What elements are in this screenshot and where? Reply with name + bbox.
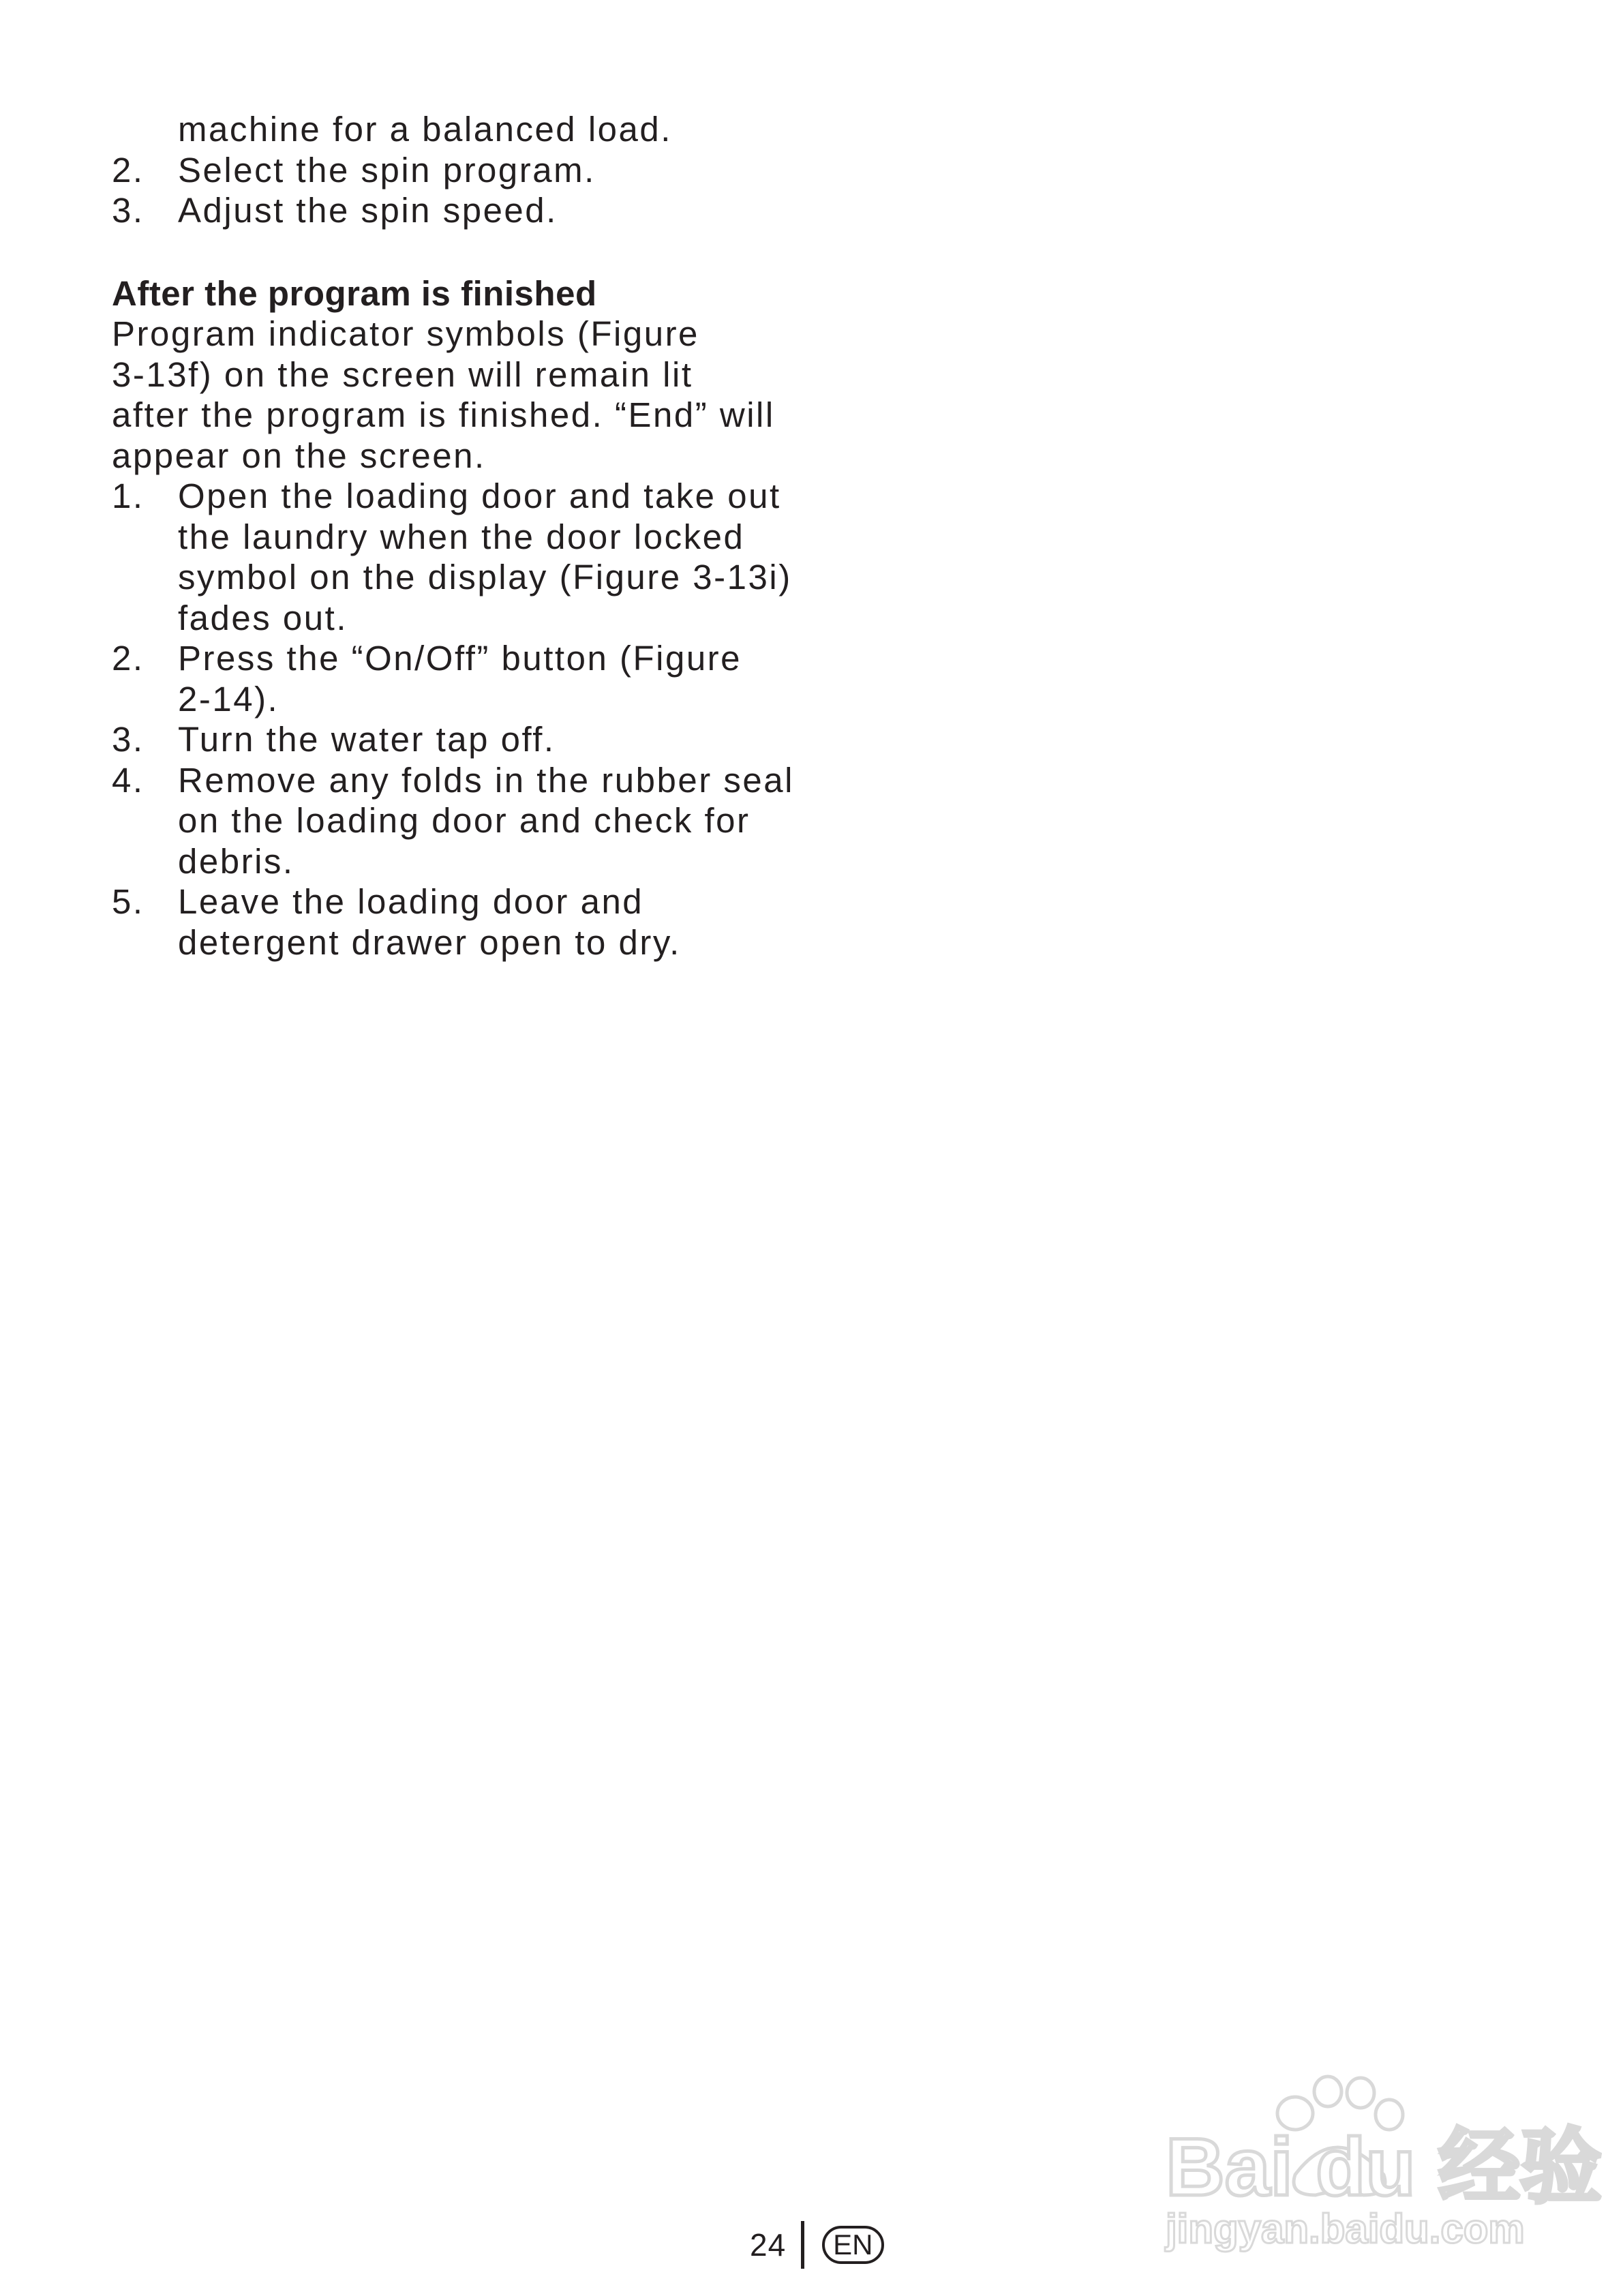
list-item bbox=[112, 638, 793, 679]
paragraph-line: 3-13f) on the screen will remain lit bbox=[112, 354, 693, 394]
step-continuation: symbol on the display (Figure 3-13i) bbox=[178, 558, 792, 596]
paragraph-line: appear on the screen. bbox=[112, 436, 486, 475]
footer-divider bbox=[801, 2221, 804, 2269]
continuation-line: machine for a balanced load. bbox=[178, 110, 672, 149]
list-item bbox=[112, 719, 793, 760]
baidu-watermark bbox=[1159, 2059, 1603, 2256]
list-item bbox=[112, 476, 793, 517]
step-continuation: on the loading door and check for bbox=[178, 801, 750, 840]
page-number: 24 bbox=[750, 2227, 787, 2263]
text-column bbox=[112, 109, 793, 963]
watermark-brand: Bai du 经验 bbox=[1166, 2121, 1603, 2213]
step-text: Adjust the spin speed. bbox=[178, 191, 558, 230]
step-number: 3. bbox=[112, 720, 145, 759]
step-continuation: 2-14). bbox=[178, 679, 279, 719]
step-text: Press the “On/Off” button (Figure bbox=[178, 639, 742, 678]
step-number: 2. bbox=[112, 150, 145, 190]
step-number: 1. bbox=[112, 477, 145, 515]
step-number: 2. bbox=[112, 639, 145, 678]
step-continuation: debris. bbox=[178, 841, 294, 881]
step-text: Turn the water tap off. bbox=[178, 720, 556, 759]
step-number: 3. bbox=[112, 191, 145, 230]
paragraph-line: Program indicator symbols (Figure bbox=[112, 314, 699, 353]
paragraph-line: after the program is finished. “End” will bbox=[112, 395, 775, 434]
top-step bbox=[112, 190, 793, 231]
step-number: 5. bbox=[112, 882, 145, 921]
step-text: Select the spin program. bbox=[178, 150, 596, 190]
page-footer bbox=[750, 2221, 884, 2269]
language-badge: EN bbox=[822, 2226, 883, 2264]
list-item bbox=[112, 881, 793, 922]
step-text: Open the loading door and take out bbox=[178, 477, 781, 515]
watermark-url: jingyan.baidu.com bbox=[1166, 2206, 1525, 2252]
list-item bbox=[112, 760, 793, 801]
step-continuation: detergent drawer open to dry. bbox=[178, 922, 681, 962]
step-continuation: fades out. bbox=[178, 598, 348, 637]
step-continuation: the laundry when the door locked bbox=[178, 517, 745, 556]
step-text: Leave the loading door and bbox=[178, 882, 644, 921]
top-step bbox=[112, 150, 793, 191]
step-text: Remove any folds in the rubber seal bbox=[178, 760, 794, 800]
step-number: 4. bbox=[112, 760, 145, 800]
section-heading: After the program is finished bbox=[112, 273, 597, 313]
section-gap bbox=[112, 231, 793, 273]
